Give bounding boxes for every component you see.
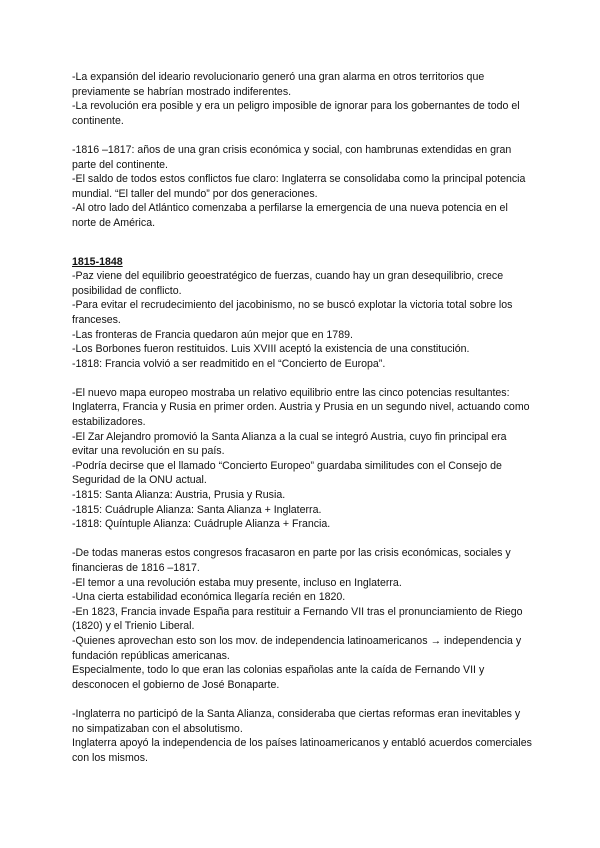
paragraph: -La revolución era posible y era un peligro imposible de ignorar para los gobernantes de todo el continente. — [72, 100, 520, 127]
section-heading: 1815-1848 — [72, 255, 123, 268]
paragraph: Especialmente, todo lo que eran las colonias españolas ante la caída de Fernando VII y desconocen el gobierno de José Bonaparte. — [72, 664, 485, 691]
paragraph: -1818: Quíntuple Alianza: Cuádruple Alianza + Francia. — [72, 518, 331, 531]
paragraph: -En 1823, Francia invade España para restituir a Fernando VII tras el pronunciamiento de Riego (1820) y el Trienio Liberal. — [72, 605, 523, 633]
paragraph: -Al otro lado del Atlántico comenzaba a perfilarse la emergencia de una nueva potencia en el norte de América. — [72, 202, 508, 229]
paragraph: -El Zar Alejandro promovió la Santa Alianza a la cual se integró Austria, cuyo fin principal era evitar una revolución en su país. — [72, 430, 507, 458]
paragraph: -Para evitar el recrudecimiento del jacobinismo, no se buscó explotar la victoria total sobre los franceses. — [72, 299, 513, 326]
spacer — [72, 128, 532, 143]
paragraph: -Paz viene del equilibrio geoestratégico de fuerzas, cuando hay un gran desequilibrio, crece posibilidad de conflicto. — [72, 270, 504, 297]
paragraph: -Las fronteras de Francia quedaron aún mejor que en 1789. — [72, 328, 353, 341]
paragraph: -Quienes aprovechan esto son los mov. de independencia latinoamericanos → independencia y fundación repúblicas americanas. — [72, 634, 522, 662]
paragraph: -La expansión del ideario revolucionario generó una gran alarma en otros territorios que previamente se habrían mostrado indiferentes. — [72, 71, 485, 98]
paragraph: -Los Borbones fueron restituidos. Luis XVIII aceptó la existencia de una constitución. — [72, 343, 470, 356]
paragraph: -El saldo de todos estos conflictos fue claro: Inglaterra se consolidaba como la principal potencia mundial. “El taller del mundo” por dos generaciones. — [72, 173, 526, 200]
spacer — [72, 371, 532, 386]
paragraph: -El temor a una revolución estaba muy presente, incluso en Inglaterra. — [72, 576, 402, 589]
paragraph: -Inglaterra no participó de la Santa Alianza, consideraba que ciertas reformas eran inevitables y no simpatizaban con el absolutismo. — [72, 707, 521, 735]
document-body — [72, 70, 532, 765]
paragraph: -Una cierta estabilidad económica llegaría recién en 1820. — [72, 591, 346, 604]
paragraph: -Podría decirse que el llamado “Concierto Europeo” guardaba similitudes con el Consejo de Seguridad de la ONU actual. — [72, 459, 502, 487]
paragraph: -1815: Santa Alianza: Austria, Prusia y Rusia. — [72, 489, 286, 502]
spacer — [72, 231, 532, 255]
paragraph: -De todas maneras estos congresos fracasaron en parte por las crisis económicas, sociales y financieras de 1816 –1817. — [72, 547, 511, 574]
paragraph: -1815: Cuádruple Alianza: Santa Alianza + Inglaterra. — [72, 503, 322, 516]
paragraph: -El nuevo mapa europeo mostraba un relativo equilibrio entre las cinco potencias resultantes: Inglaterra, Francia y Rusia en primer orden. Austria y Prusia en un segundo nivel, actuando como estabilizadores. — [72, 386, 530, 429]
paragraph: Inglaterra apoyó la independencia de los países latinoamericanos y entabló acuerdos comerciales con los mismos. — [72, 737, 532, 764]
paragraph: -1816 –1817: años de una gran crisis económica y social, con hambrunas extendidas en gran parte del continente. — [72, 143, 512, 171]
paragraph: -1818: Francia volvió a ser readmitido en el “Concierto de Europa”. — [72, 357, 386, 370]
spacer — [72, 532, 532, 547]
spacer — [72, 692, 532, 707]
